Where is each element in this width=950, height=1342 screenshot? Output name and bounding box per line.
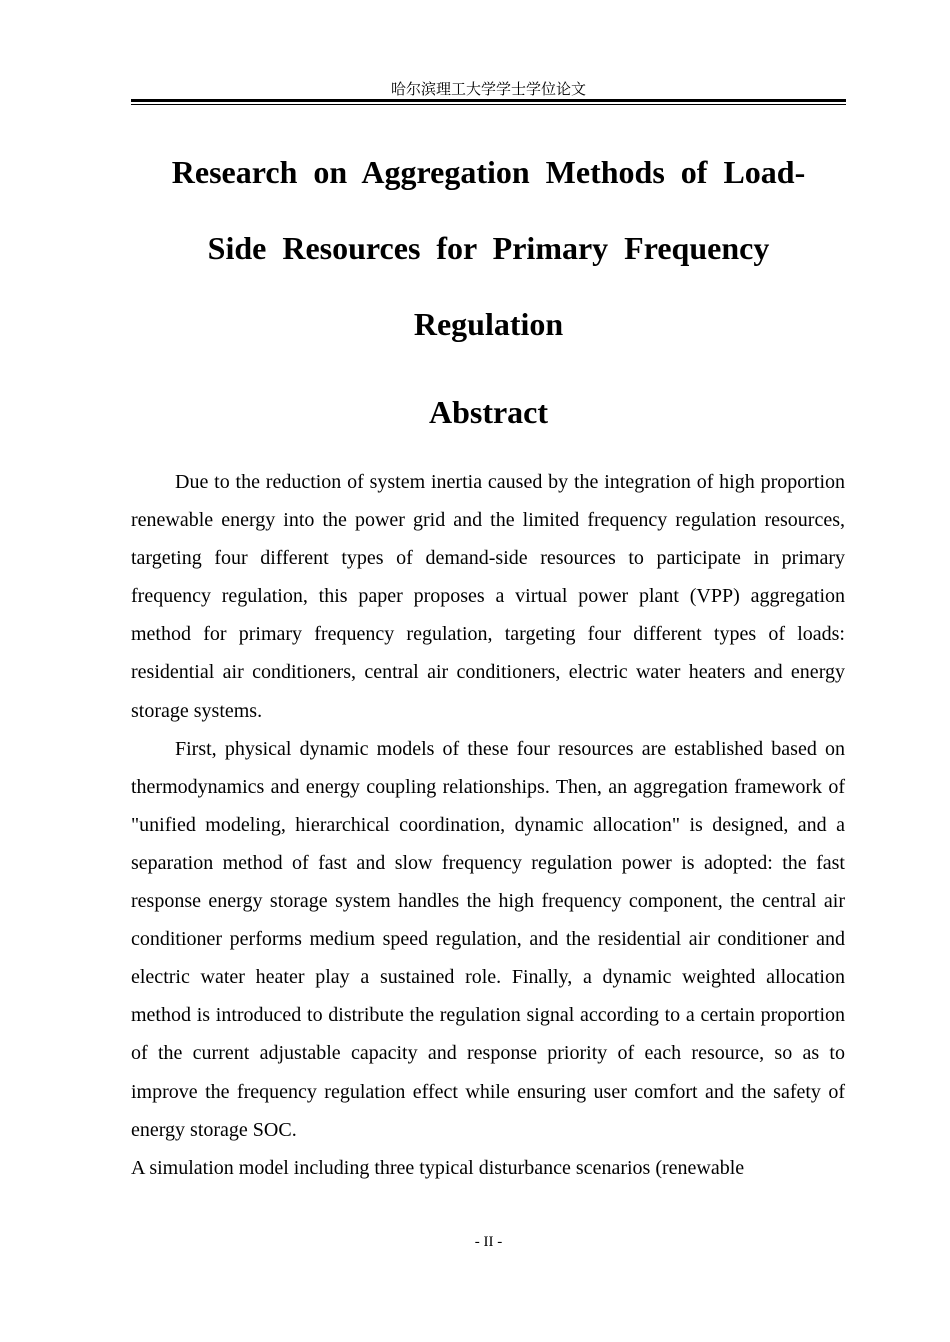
abstract-paragraph: A simulation model including three typical disturbance scenarios (renewable	[131, 1156, 745, 1179]
paper-title-line-1: Research on Aggregation Methods of Load-	[171, 154, 806, 190]
abstract-heading: Abstract	[428, 394, 549, 430]
abstract-paragraph: Due to the reduction of system inertia caused by the integration of high proportion renewable energy into the power grid and the limited frequency regulation resources, targeting four different types of demand-side resources to participate in primary frequency regulation, this paper proposes a virtual power plant (VPP) aggregation method for primary frequency regulation, targeting four different types of loads: residential air conditioners, central air conditioners, electric water heaters and energy storage systems.	[131, 471, 845, 722]
abstract-body	[131, 463, 845, 1187]
header-rule-thin	[131, 104, 846, 105]
page-number: - II -	[474, 1234, 503, 1250]
running-header: 哈尔滨理工大学学士学位论文	[390, 80, 586, 98]
header-rule-thick	[131, 99, 846, 102]
paper-title-line-2: Side Resources for Primary Frequency	[207, 230, 770, 266]
paper-title-line-3: Regulation	[413, 306, 564, 342]
abstract-paragraph: First, physical dynamic models of these four resources are established based on thermodynamics and energy coupling relationships. Then, an aggregation framework of "unified modeling, hierarchical coordination, dynamic allocation" is designed, and a separation method of fast and slow frequency regulation power is adopted: the fast response energy storage system handles the high frequency component, the central air conditioner performs medium speed regulation, and the residential air conditioner and electric water heater play a sustained role. Finally, a dynamic weighted allocation method is introduced to distribute the regulation signal according to a certain proportion of the current adjustable capacity and response priority of each resource, so as to improve the frequency regulation effect while ensuring user comfort and the safety of energy storage SOC.	[131, 737, 845, 1141]
